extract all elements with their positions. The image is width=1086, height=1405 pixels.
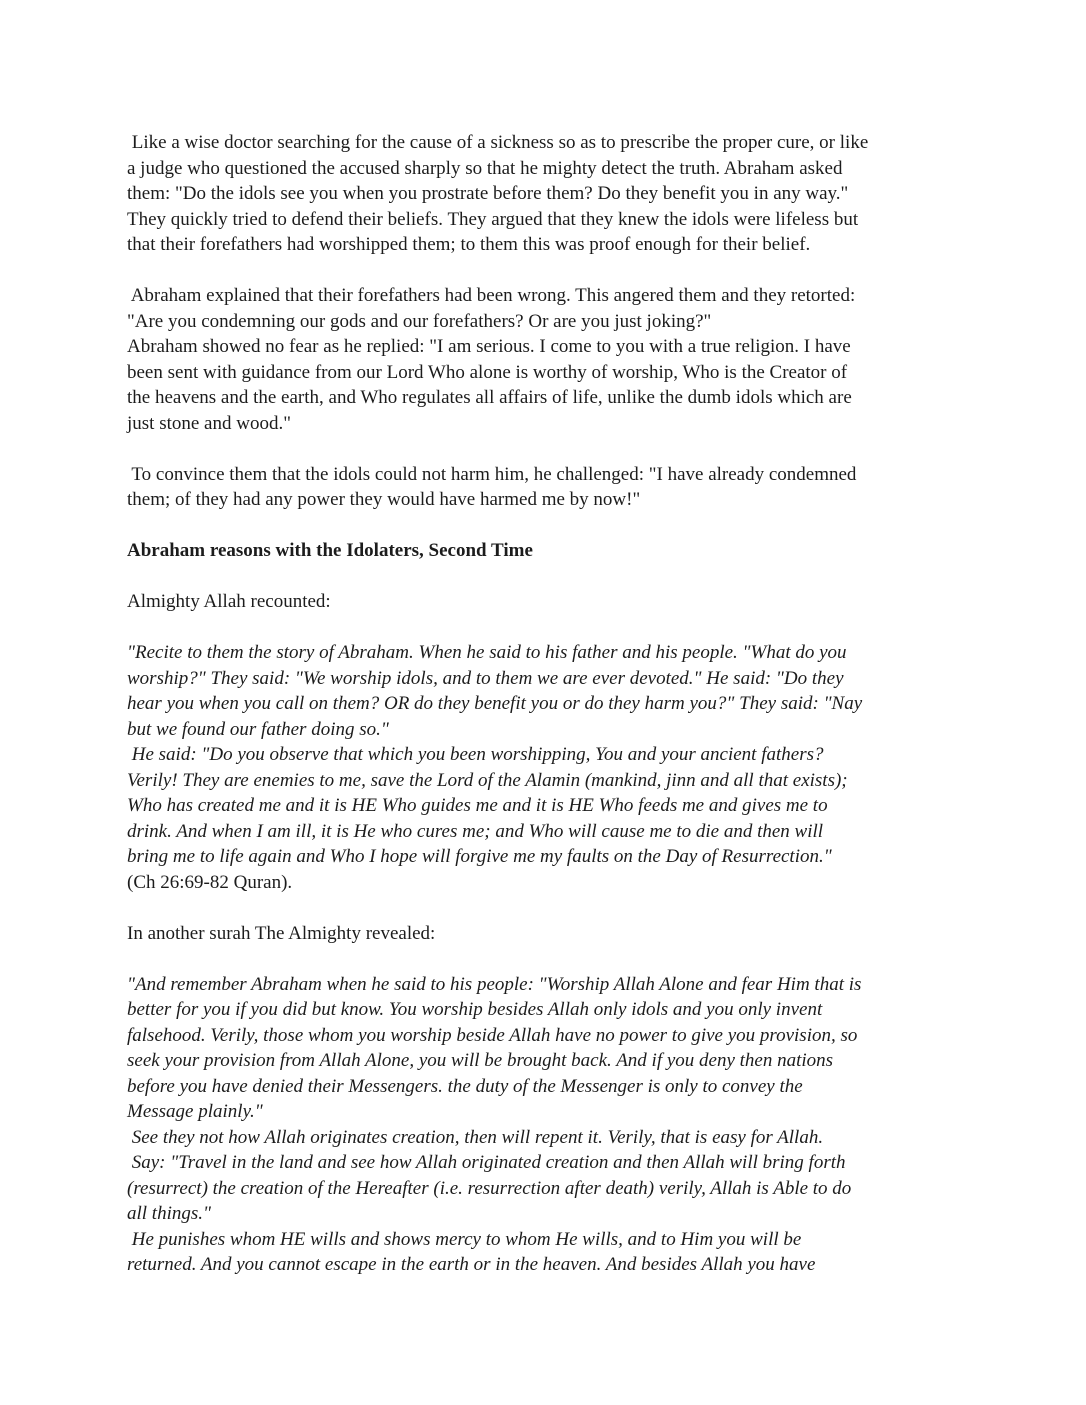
- text-line: He punishes whom HE wills and shows mercy to whom He wills, and to Him you will be: [127, 1228, 802, 1250]
- text-line: Who has created me and it is HE Who guides me and it is HE Who feeds me and gives me to: [127, 795, 828, 816]
- text-line: Message plainly.": [127, 1101, 263, 1122]
- intro-paragraph: [127, 130, 972, 258]
- text-line: seek your provision from Allah Alone, you will be brought back. And if you deny then nations: [127, 1050, 834, 1071]
- text-line: In another surah The Almighty revealed:: [127, 922, 436, 944]
- text-line: drink. And when I am ill, it is He who cures me; and Who will cause me to die and then will: [127, 820, 824, 842]
- quran-quote-2: [127, 972, 972, 1278]
- text-line: hear you when you call on them? OR do they benefit you or do they harm you?" They said: "Nay: [127, 693, 863, 714]
- text-line: all things.": [127, 1203, 211, 1224]
- text-line: See they not how Allah originates creation, then will repent it. Verily, that is easy for Allah.: [127, 1126, 824, 1148]
- text-line: before you have denied their Messengers. the duty of the Messenger is only to convey the: [127, 1075, 803, 1097]
- text-line: Abraham explained that their forefathers had been wrong. This angered them and they retorted:: [127, 285, 856, 306]
- text-line: the heavens and the earth, and Who regulates all affairs of life, unlike the dumb idols which are: [127, 387, 852, 408]
- text-line: falsehood. Verily, those whom you worship beside Allah have no power to give you provision, so: [127, 1024, 858, 1046]
- text-line: Almighty Allah recounted:: [127, 591, 331, 612]
- challenge-paragraph: [127, 462, 972, 513]
- quran-citation: [127, 870, 972, 896]
- text-line: Verily! They are enemies to me, save the Lord of the Alamin (mankind, jinn and all that exists);: [127, 769, 848, 791]
- text-line: (Ch 26:69-82 Quran).: [127, 871, 293, 893]
- document-page: [127, 130, 972, 1278]
- text-line: He said: "Do you observe that which you been worshipping, You and your ancient fathers?: [127, 744, 824, 765]
- text-line: Say: "Travel in the land and see how Allah originated creation and then Allah will bring forth: [127, 1152, 846, 1173]
- text-line: a judge who questioned the accused sharply so that he mighty detect the truth. Abraham asked: [127, 157, 843, 179]
- text-line: To convince them that the idols could not harm him, he challenged: "I have already condemned: [127, 463, 857, 485]
- text-line: returned. And you cannot escape in the earth or in the heaven. And besides Allah you have: [127, 1254, 816, 1275]
- text-line: them; of they had any power they would have harmed me by now!": [127, 489, 641, 510]
- text-line: worship?" They said: "We worship idols, and to them we are ever devoted." He said: "Do they: [127, 667, 844, 689]
- text-line: them: "Do the idols see you when you prostrate before them? Do they benefit you in any way.": [127, 183, 849, 204]
- text-line: (resurrect) the creation of the Hereafter (i.e. resurrection after death) verily, Allah is Able to do: [127, 1177, 852, 1199]
- text-line: just stone and wood.": [127, 412, 291, 434]
- text-line: Like a wise doctor searching for the cause of a sickness so as to prescribe the proper cure, or like: [127, 132, 869, 153]
- surah-lead-in: [127, 921, 972, 947]
- text-line: but we found our father doing so.": [127, 718, 389, 740]
- text-line: Abraham showed no fear as he replied: "I am serious. I come to you with a true religion. I have: [127, 336, 851, 357]
- argument-paragraph: [127, 283, 972, 436]
- quran-quote-1: [127, 640, 972, 870]
- text-line: They quickly tried to defend their beliefs. They argued that they knew the idols were lifeless but: [127, 208, 859, 230]
- text-line: "Recite to them the story of Abraham. When he said to his father and his people. "What do you: [127, 642, 847, 663]
- text-line: "And remember Abraham when he said to his people: "Worship Allah Alone and fear Him that is: [127, 973, 862, 995]
- text-line: been sent with guidance from our Lord Who alone is worthy of worship, Who is the Creator of: [127, 361, 848, 383]
- recounted-lead-in: [127, 589, 972, 615]
- text-line: bring me to life again and Who I hope will forgive me my faults on the Day of Resurrection.": [127, 846, 832, 867]
- section-heading: [127, 538, 972, 564]
- text-line: Abraham reasons with the Idolaters, Second Time: [127, 540, 533, 561]
- text-line: that their forefathers had worshipped them; to them this was proof enough for their belief.: [127, 234, 811, 255]
- text-line: "Are you condemning our gods and our forefathers? Or are you just joking?": [127, 310, 712, 332]
- text-line: better for you if you did but know. You worship besides Allah only idols and you only invent: [127, 999, 823, 1020]
